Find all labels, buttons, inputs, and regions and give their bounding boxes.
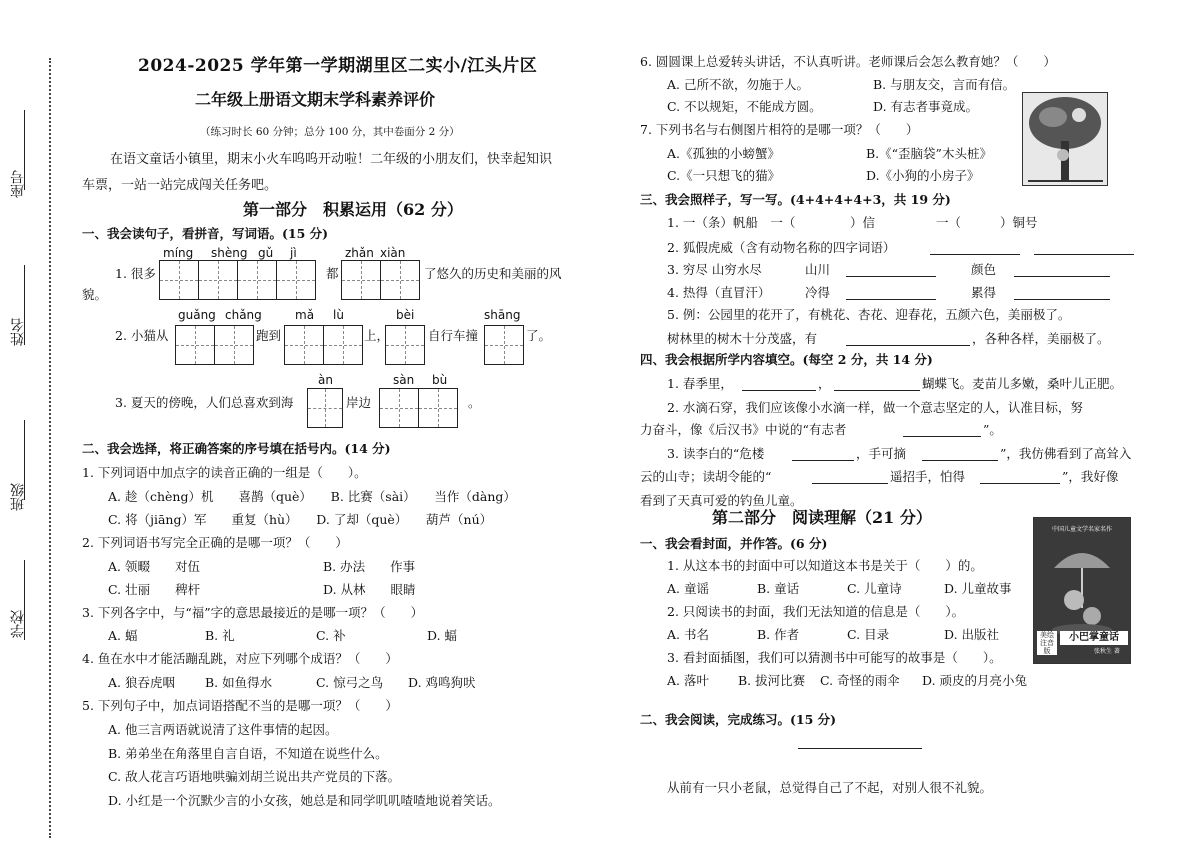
q6-opt: A. 己所不欲，勿施于人。: [667, 77, 809, 92]
q1-s3c: 。: [468, 395, 481, 410]
passage-title-blank: [798, 748, 922, 749]
q3-l4a: 4. 热得（直冒汗）: [667, 285, 771, 300]
q2-item: D. 从林 眼睛: [323, 582, 416, 597]
cover-title: 小巴掌童话: [1060, 631, 1128, 645]
pinyin: xiàn: [380, 246, 406, 260]
q3-l1b: ）信: [850, 215, 876, 230]
r2-title: 二、我会阅读，完成练习。(15 分): [640, 712, 837, 727]
q3-l5c: ，各种各样，美丽极了。: [972, 331, 1110, 346]
pinyin: bù: [432, 373, 448, 387]
q7-opt: A.《孤独的小螃蟹》: [667, 146, 781, 161]
q2-item: A. 蝠: [108, 628, 138, 643]
q1-s3b: 岸边: [346, 395, 372, 410]
pinyin: àn: [318, 373, 333, 387]
answer-blank[interactable]: [922, 460, 998, 461]
q4-l3a: 3. 读李白的“危楼: [667, 446, 765, 461]
q7-opt: C.《一只想飞的猫》: [667, 168, 781, 183]
q2-item: 4. 鱼在水中才能活蹦乱跳，对应下列哪个成语？（ ）: [82, 651, 398, 666]
r1-q2-opt: A. 书名: [667, 627, 709, 642]
pinyin: chǎng: [225, 308, 262, 322]
exam-note: （练习时长 60 分钟；总分 100 分，其中卷面分 2 分）: [200, 126, 460, 138]
q2-item: B. 礼: [205, 628, 235, 643]
q4-title: 四、我会根据所学内容填空。(每空 2 分，共 14 分): [640, 352, 933, 367]
school-label: 学校: [10, 610, 26, 638]
q2-item: C. 补: [316, 628, 346, 643]
pinyin: sàn: [393, 373, 415, 387]
q2-item: 5. 下列句子中，加点词语搭配不当的是哪一项？（ ）: [82, 698, 398, 713]
q1-s2e: 了。: [526, 328, 552, 343]
q4-l2c: ”。: [983, 422, 1002, 437]
r1-q3-opt: D. 顽皮的月亮小兔: [922, 673, 1028, 688]
seat-number-label: 座号: [10, 170, 26, 198]
answer-blank[interactable]: [846, 276, 936, 277]
q2-item: B. 如鱼得水: [205, 675, 273, 690]
q6-opt: D. 有志者事竟成。: [873, 99, 979, 114]
r1-q3-opt: B. 拔河比赛: [738, 673, 806, 688]
q1-s1b: 都: [326, 266, 339, 281]
q6-opt: C. 不以规矩，不能成方圆。: [667, 99, 822, 114]
r1-q2-opt: D. 出版社: [944, 627, 1000, 642]
q2-item: C. 将（jiāng）军 重复（hù） D. 了却（què） 葫芦（nú）: [108, 512, 493, 527]
cover-badge: 美绘注音版: [1037, 631, 1057, 655]
q1-s2a: 2. 小猫从: [115, 328, 169, 343]
q4-l1b: ，: [818, 376, 831, 391]
answer-blank[interactable]: [930, 254, 1020, 255]
q3-l2: 2. 狐假虎威（含有动物名称的四字词语）: [667, 240, 896, 255]
class-label: 班级: [10, 483, 26, 511]
q1-s1a: 1. 很多: [115, 266, 156, 281]
tian-grid[interactable]: [485, 325, 524, 365]
tian-grid[interactable]: [386, 325, 425, 365]
q2-title: 二、我会选择，将正确答案的序号填在括号内。(14 分): [82, 441, 391, 456]
q6-opt: B. 与朋友交，言而有信。: [873, 77, 1016, 92]
tian-grid[interactable]: [176, 325, 254, 365]
q4-l3f: ”，我好像: [1062, 469, 1119, 484]
q3-l1d: ）铜号: [1000, 215, 1038, 230]
q1-s3a: 3. 夏天的傍晚，人们总喜欢到海: [115, 395, 294, 410]
r1-q2: 2. 只阅读书的封面，我们无法知道的信息是（ ）。: [667, 604, 965, 619]
pinyin: gǔ: [258, 246, 274, 260]
answer-blank[interactable]: [742, 390, 816, 391]
r1-title: 一、我会看封面，并作答。(6 分): [640, 536, 828, 551]
pinyin: jì: [290, 246, 297, 260]
q2-item: 2. 下列词语书写完全正确的是哪一项？（ ）: [82, 535, 348, 550]
pinyin: zhǎn: [345, 246, 374, 260]
r1-q2-opt: C. 目录: [847, 627, 890, 642]
q1-s1d: 貌。: [82, 287, 108, 302]
pinyin: shāng: [484, 308, 521, 322]
cat-tree-illustration: [1022, 92, 1108, 186]
q2-item: D. 蝠: [427, 628, 458, 643]
pinyin: mǎ: [295, 308, 315, 322]
q4-l3c: ”，我仿佛看到了高耸入: [1000, 446, 1132, 461]
q7: 7. 下列书名与右侧图片相符的是哪一项？（ ）: [640, 122, 919, 137]
q3-l4c: 累得: [971, 285, 997, 300]
tian-grid[interactable]: [285, 325, 363, 365]
cover-series-band: 中国儿童文学名家名作: [1051, 526, 1112, 533]
q2-item: D. 小红是一个沉默少言的小女孩，她总是和同学叽叽喳喳地说着笑话。: [108, 793, 501, 808]
book-cover-illustration: [1033, 517, 1131, 664]
q7-opt: B.《“歪脑袋”木头桩》: [866, 146, 992, 161]
pinyin: lù: [333, 308, 344, 322]
pinyin: bèi: [396, 308, 415, 322]
q3-l3a: 3. 穷尽 山穷水尽: [667, 262, 762, 277]
q3-l5a: 5. 例：公园里的花开了，有桃花、杏花、迎春花，五颜六色，美丽极了。: [667, 307, 1071, 322]
q3-l3c: 颜色: [971, 262, 997, 277]
answer-blank[interactable]: [792, 460, 854, 461]
q6: 6. 圆圆课上总爱转头讲话，不认真听讲。老师课后会怎么教育她？（ ）: [640, 54, 1056, 69]
q2-item: B. 弟弟坐在角落里自言自语，不知道在说些什么。: [108, 746, 388, 761]
answer-blank[interactable]: [846, 345, 970, 346]
q1-s1c: 了悠久的历史和美丽的风: [424, 266, 562, 281]
q4-l3b: ，手可摘: [856, 446, 907, 461]
q2-item: A. 领畷 对伍: [108, 559, 200, 574]
passage-first-line: 从前有一只小老鼠，总觉得自己了不起，对别人很不礼貌。: [667, 780, 993, 795]
part2-title: 第二部分 阅读理解（21 分）: [712, 508, 932, 527]
answer-blank[interactable]: [903, 436, 981, 437]
q4-l3g: 看到了天真可爱的钓鱼儿童。: [640, 493, 803, 508]
q4-l2a: 2. 水滴石穿，我们应该像小水滴一样，做一个意志坚定的人，认准目标，努: [667, 400, 1083, 415]
q1-s2d: 自行车撞: [428, 328, 479, 343]
r1-q1-opt: A. 童谣: [667, 581, 709, 596]
r1-q1: 1. 从这本书的封面中可以知道这本书是关于（ ）的。: [667, 558, 983, 573]
r1-q3-opt: C. 奇怪的雨伞: [820, 673, 900, 688]
r1-q3: 3. 看封面插图，我们可以猜测书中可能写的故事是（ ）。: [667, 650, 1002, 665]
q1-s2c: 上，: [364, 328, 390, 343]
pinyin: guǎng: [178, 308, 216, 322]
q1-title: 一、我会读句子，看拼音，写词语。(15 分): [82, 226, 329, 241]
tian-grid[interactable]: [160, 260, 316, 300]
q7-opt: D.《小狗的小房子》: [866, 168, 980, 183]
q2-item: 3. 下列各字中，与“福”字的意思最接近的是哪一项？（ ）: [82, 605, 424, 620]
tian-grid[interactable]: [342, 260, 420, 300]
q4-l2b: 力奋斗，像《后汉书》中说的“有志者: [640, 422, 847, 437]
exam-title: 2024-2025 学年第一学期湖里区二实小/江头片区: [138, 56, 538, 76]
q2-item: C. 壮丽 稗杆: [108, 582, 201, 597]
q3-l1c: 一（: [936, 215, 962, 230]
r1-q1-opt: D. 儿童故事: [944, 581, 1012, 596]
q4-l1c: 蝴蝶飞。麦苗儿多嫩，桑叶儿正肥。: [922, 376, 1123, 391]
q2-item: C. 敌人花言巧语地哄骗刘胡兰说出共产党员的下落。: [108, 769, 401, 784]
q2-item: A. 趁（chèng）机 喜鹊（què） B. 比赛（sài） 当作（dàng）: [108, 489, 516, 504]
intro-line-2: 车票，一站一站完成闯关任务吧。: [82, 178, 278, 193]
answer-blank[interactable]: [846, 299, 936, 300]
tian-grid[interactable]: [308, 388, 343, 428]
q3-l5b: 树林里的树木十分茂盛，有: [667, 331, 818, 346]
r1-q1-opt: B. 童话: [757, 581, 800, 596]
q2-item: C. 惊弓之鸟: [316, 675, 384, 690]
cover-author: 张秋生 著: [1094, 648, 1120, 655]
q4-l3e: 遥招手，怕得: [890, 469, 966, 484]
intro-line-1: 在语文童话小镇里，期末小火车呜呜开动啦！二年级的小朋友们，快幸起知识: [110, 152, 553, 167]
q3-l4b: 冷得: [805, 285, 831, 300]
answer-blank[interactable]: [980, 483, 1060, 484]
q3-l1a: 1. 一（条）帆船 一（: [667, 215, 796, 230]
r1-q1-opt: C. 儿童诗: [847, 581, 902, 596]
answer-blank[interactable]: [1034, 254, 1134, 255]
q2-item: 1. 下列词语中加点字的读音正确的一组是（ ）。: [82, 465, 367, 480]
q2-item: B. 办法 作事: [323, 559, 416, 574]
tian-grid[interactable]: [380, 388, 458, 428]
q1-s2b: 跑到: [256, 328, 282, 343]
q3-l3b: 山川: [805, 262, 831, 277]
exam-subtitle: 二年级上册语文期末学科素养评价: [195, 90, 436, 109]
q3-title: 三、我会照样子，写一写。(4+4+4+4+3，共 19 分): [640, 192, 951, 207]
q4-l3d: 云的山寺；读胡令能的“: [640, 469, 772, 484]
q2-item: A. 狼吞虎咽: [108, 675, 175, 690]
q4-l1a: 1. 春季里，: [667, 376, 733, 391]
r1-q2-opt: B. 作者: [757, 627, 800, 642]
pinyin: shèng: [211, 246, 248, 260]
name-label: 姓名: [10, 318, 26, 346]
answer-blank[interactable]: [1014, 299, 1110, 300]
q2-item: A. 他三言两语就说清了这件事情的起因。: [108, 722, 338, 737]
pinyin: míng: [163, 246, 194, 260]
r1-q3-opt: A. 落叶: [667, 673, 709, 688]
binding-dotted-line: [49, 58, 51, 838]
answer-blank[interactable]: [1014, 276, 1110, 277]
q2-item: D. 鸡鸣狗吠: [408, 675, 476, 690]
answer-blank[interactable]: [812, 483, 888, 484]
answer-blank[interactable]: [834, 390, 920, 391]
part1-title: 第一部分 积累运用（62 分）: [243, 200, 463, 219]
